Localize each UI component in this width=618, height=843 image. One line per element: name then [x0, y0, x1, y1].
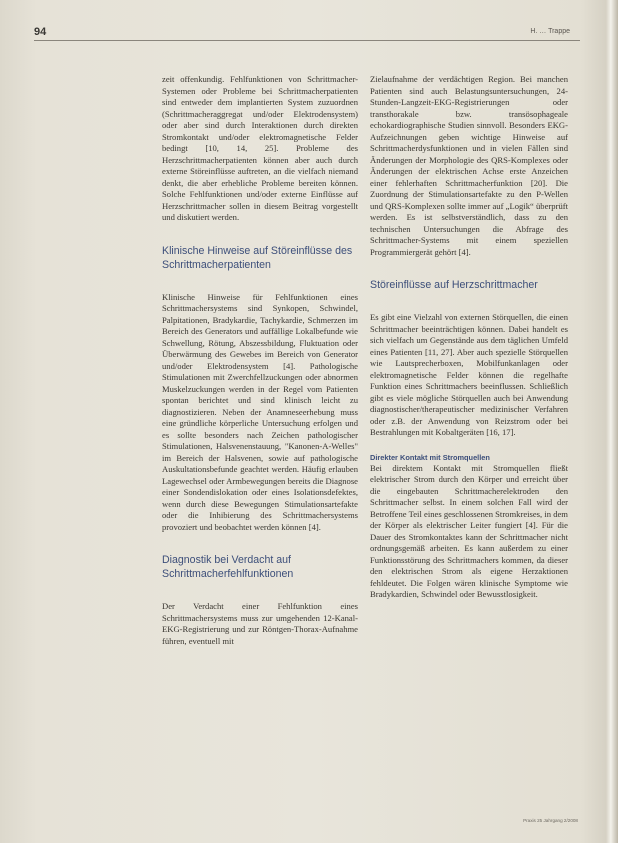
left-paragraph-3: Der Verdacht einer Fehlfunktion eines Schrittmachersystems muss zur umgehenden 12-Kanal-EKG-Registrierung und zur Röntgen-Thorax-Aufnahme führen, eventuell mit — [162, 601, 358, 646]
subheading-direct-contact: Direkter Kontakt mit Stromquellen — [370, 452, 490, 462]
right-paragraph-2: Es gibt eine Vielzahl von externen Störquellen, die einen Schrittmacher beeinträchtigen können. Dabei handelt es sich vielfach um Gegenstände aus dem täglichen Umfeld eines Patienten [11, 27]. Aber auch spezielle Störquellen wie Lautsprecherboxen, Mobilfunkanlagen oder elektromagnetische Felder können die regelhafte Funktion eines Schrittmachers beeinflussen. Schließlich gibt es viele mögliche Störquellen auch bei Anwendung diagnostischer/therapeutischer medizinischer Verfahren oder z.B. der Anwendung von Reizstrom oder bei Bestrahlungen mit Kobaltgeräten [16, 17]. — [370, 312, 568, 437]
running-title: H. … Trappe — [530, 28, 570, 35]
right-column — [370, 74, 568, 601]
right-paragraph-1: Zielaufnahme der verdächtigen Region. Bei manchen Patienten sind auch Belastungsuntersuchungen, 24-Stunden-Langzeit-EKG-Registrierungen oder transthorakale bzw. transösophageale echokardiographische Studien sinnvoll. Besonders EKG-Aufzeichnungen geben wichtige Hinweise auf Schrittmacherdysfunktionen und in vielen Fällen sind Änderungen der Morphologie des QRS-Komplexes oder Änderungen der elektrischen Achse erste Anzeichen einer fehlerhaften Schrittmacherfunktion [20]. Die Zuordnung der Stimulationsartefakte zu den P-Wellen und QRS-Komplexen sollte immer auf „Logik“ überprüft werden. Es ist selbstverständlich, dass zu den technischen Untersuchungen die Abfrage des Schrittmacher-Systems mit einem speziellen Programmiergerät gehört [4]. — [370, 74, 568, 257]
left-column — [162, 74, 358, 647]
page-edge — [606, 0, 618, 843]
section-heading-diagnostics: Diagnostik bei Verdacht auf Schrittmacherfehlfunktionen — [162, 554, 294, 580]
page-footer: Praxis 25 Jahrgang 2/2008 — [523, 818, 578, 823]
header-rule — [34, 40, 580, 41]
section-heading-clinical-signs: Klinische Hinweise auf Störeinflüsse des Schrittmacherpatienten — [162, 244, 353, 271]
left-paragraph-1: zeit offenkundig. Fehlfunktionen von Schrittmacher-Systemen oder Probleme bei Schrittmacherpatienten sind entweder dem implantierten System zuzuordnen (Schrittmacheraggregat und/oder Elektrodensystem) oder aber sind durch Interaktionen durch direkten Stromkontakt und/oder elektromagnetische Felder bedingt [10, 14, 25]. Probleme des Herzschrittmacherpatienten können aber auch durch externe Störeinflüsse auftreten, an die vielfach niemand denkt, die aber erhebliche Probleme bereiten können. Solche Fehlfunktionen und/oder externe Einflüsse auf Herzschrittmacher sollen in diesem Beitrag vorgestellt und diskutiert werden. — [162, 74, 358, 222]
page-number: 94 — [34, 26, 47, 38]
left-paragraph-2: Klinische Hinweise für Fehlfunktionen eines Schrittmachersystems sind Synkopen, Schwindel, Palpitationen, Bradykardie, Tachykardie, Schmerzen im Bereich des Generators und auffällige Lokalbefunde wie Schwellung, Rötung, Abszessbildung, Fluktuation oder Überwärmung des Gewebes im Bereich von Generator und/oder Elektrodensystem [4]. Pathologische Stimulationen mit Zwerchfellzuckungen oder abnormen Muskelzuckungen werden in der Regel vom Patienten spontan berichtet und sind klinisch leicht zu diagnostizieren. Neben der Anamneseerhebung muss eine gründliche körperliche Untersuchung erfolgen und es sollte besonders nach Zeichen pathologischer Stimulationen, Halsvenenstauung, "Kanonen-A-Welles" im Bereich der Halsvenen, sowie auf pathologische Auskultationsbefunde geachtet werden. Häufig erlauben Lagewechsel oder Armbewegungen bereits die Diagnose einer Sondendislokation oder eines Isolationsdefektes, wenn durch diese Bewegungen Stimulationsartefakte oder die Inhibierung des Schrittmachersystems provoziert und beobachtet werden können [4]. — [162, 291, 358, 532]
right-paragraph-3: Bei direktem Kontakt mit Stromquellen fließt elektrischer Strom durch den Körper und erreicht über die eingebauten Schrittmacherelektroden den Schrittmacher selbst. In einem solchen Fall wird der Betroffene Teil eines geschlossenen Stromkreises, in dem der Körper als elektrischer Leiter fungiert [4]. Für die Dauer des Stromkontaktes kann der Schrittmacher nicht ordnungsgemäß arbeiten. Es kann außerdem zu einer Funktionsstörung des Schrittmachers kommen, da dieser den elektrischen Strom als eigene Herzaktionen fehldeutet. Die Folgen wären klinische Symptome wie Bradykardien, Schwindel oder Bewusstlosigkeit. — [370, 462, 568, 599]
section-heading-interference: Störeinflüsse auf Herzschrittmacher — [370, 279, 538, 291]
